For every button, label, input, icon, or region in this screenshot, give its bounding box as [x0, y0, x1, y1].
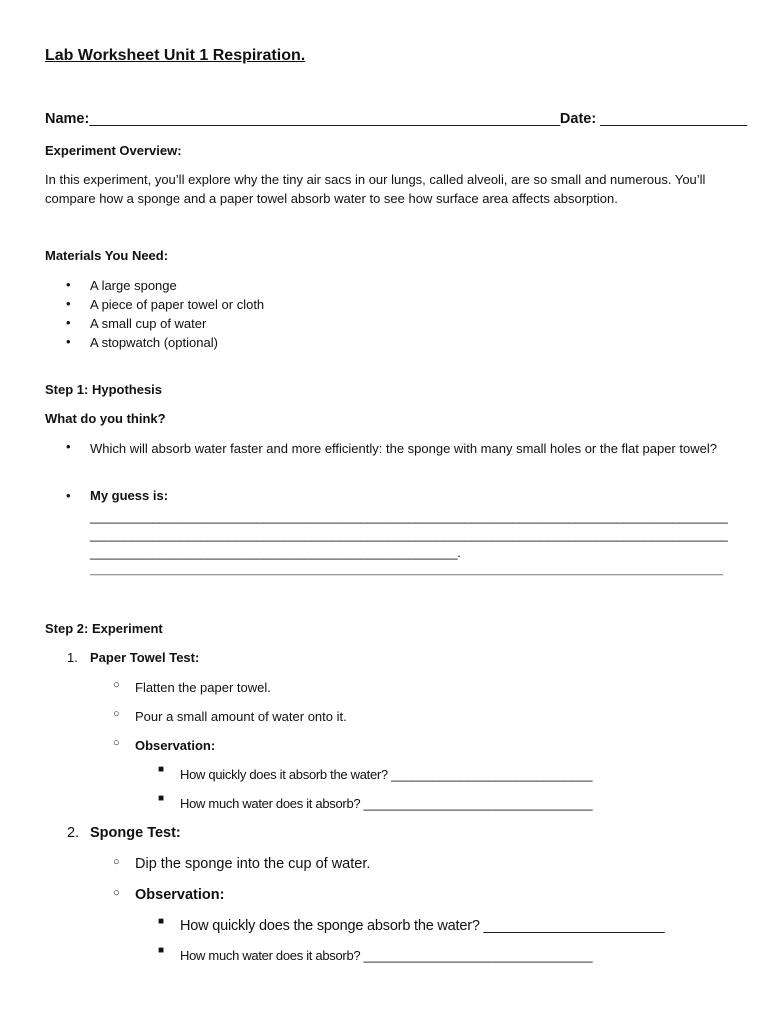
list-item: Pour a small amount of water onto it.: [135, 709, 347, 724]
list-item: A small cup of water: [90, 316, 207, 331]
test-label: Sponge Test:: [90, 825, 181, 841]
list-item: Flatten the paper towel.: [135, 680, 271, 695]
step2-heading: Step 2: Experiment: [45, 621, 163, 636]
list-item: Dip the sponge into the cup of water.: [135, 856, 371, 872]
observation-question[interactable]: How quickly does the sponge absorb the water? _______________________: [180, 918, 665, 934]
bullet-circle-icon: ○: [113, 679, 120, 691]
materials-heading: Materials You Need:: [45, 248, 169, 263]
overview-text: In this experiment, you’ll explore why the tiny air sacs in our lungs, called alveoli, are so small and numerous. You’ll compare how a sponge and a paper towel absorb water to see how surface area affects absorption.: [45, 172, 706, 206]
bullet-disc-icon: •: [66, 296, 71, 311]
bullet-circle-icon: ○: [113, 887, 120, 899]
guess-label: My guess is:: [90, 488, 169, 503]
bullet-square-icon: ■: [158, 793, 165, 804]
bullet-square-icon: ■: [158, 945, 165, 956]
divider: [90, 574, 723, 576]
bullet-disc-icon: •: [66, 439, 71, 454]
page-title: Lab Worksheet Unit 1 Respiration.: [45, 47, 306, 64]
bullet-disc-icon: •: [66, 334, 71, 349]
observation-label: Observation:: [135, 738, 216, 753]
test-number: 1.: [67, 650, 78, 665]
name-label: Name:: [45, 111, 90, 127]
hypothesis-question: Which will absorb water faster and more efficiently: the sponge with many small holes or the flat paper towel?: [90, 441, 717, 456]
bullet-circle-icon: ○: [113, 856, 120, 868]
observation-question[interactable]: How much water does it absorb? _________________________________: [180, 948, 593, 963]
name-field[interactable]: _____________________________________________________________: [89, 111, 560, 127]
observation-question[interactable]: How much water does it absorb? _________________________________: [180, 796, 593, 811]
step1-heading: Step 1: Hypothesis: [45, 382, 163, 397]
overview-heading: Experiment Overview:: [45, 143, 182, 158]
date-field[interactable]: ___________________: [600, 111, 747, 127]
guess-line[interactable]: ____________________________________________________________________________________________: [90, 527, 728, 542]
bullet-circle-icon: ○: [113, 737, 120, 749]
date-label: Date:: [559, 111, 597, 127]
bullet-disc-icon: •: [66, 315, 71, 330]
bullet-disc-icon: •: [66, 488, 71, 503]
step1-subheading: What do you think?: [45, 411, 166, 426]
guess-line[interactable]: _____________________________________________________.: [90, 545, 461, 560]
list-item: A stopwatch (optional): [90, 335, 218, 350]
guess-line[interactable]: ____________________________________________________________________________________________: [90, 509, 728, 524]
bullet-circle-icon: ○: [113, 708, 120, 720]
bullet-disc-icon: •: [66, 277, 71, 292]
bullet-square-icon: ■: [158, 764, 165, 775]
test-label: Paper Towel Test:: [90, 650, 200, 665]
list-item: A large sponge: [90, 278, 177, 293]
test-number: 2.: [67, 825, 80, 841]
observation-question[interactable]: How quickly does it absorb the water? _____________________________: [180, 767, 593, 782]
bullet-square-icon: ■: [158, 916, 165, 927]
observation-label: Observation:: [135, 887, 225, 903]
list-item: A piece of paper towel or cloth: [90, 297, 265, 312]
name-date-row: [45, 111, 747, 127]
